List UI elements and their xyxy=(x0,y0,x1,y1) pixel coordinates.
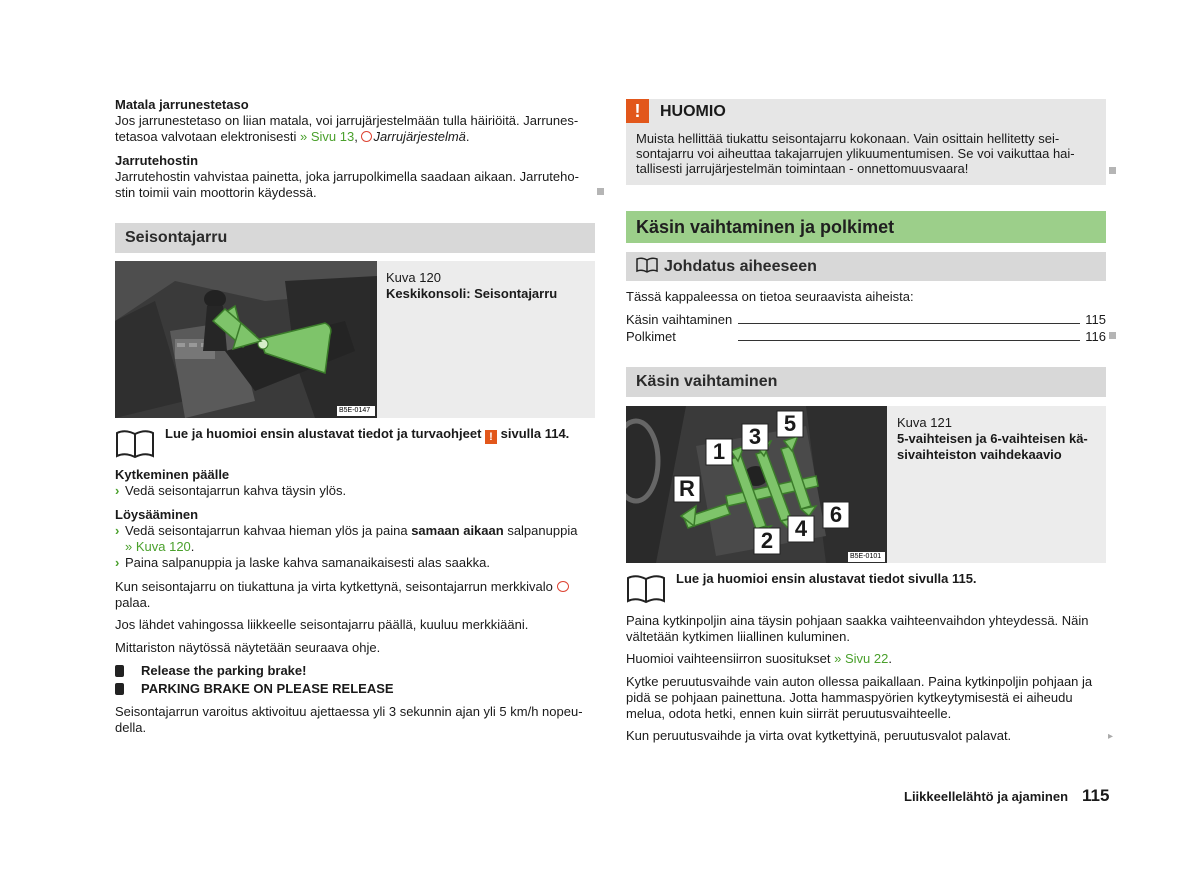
link-sivu-13[interactable]: » Sivu 13 xyxy=(300,129,355,144)
warning-line1: Muista hellittää tiukattu seisontajarru kokonaan. Vain osittain hellitetty sei- xyxy=(636,131,1060,146)
p1-line1: Paina kytkinpoljin aina täysin pohjaan saakka vaihteenvaihdon yhteydessä. Näin xyxy=(626,613,1089,628)
p4: Kun peruutusvaihde ja virta ovat kytkettyinä, peruutusvalot palavat. xyxy=(626,728,1012,743)
parking-brake-photo xyxy=(115,261,377,418)
figure-121-number: Kuva 121 xyxy=(897,415,952,430)
figure-120-box xyxy=(115,261,595,418)
figure-120-title: Keskikonsoli: Seisontajarru xyxy=(386,286,558,301)
tehostin-line2: stin toimii vain moottorin käydessä. xyxy=(115,185,317,200)
p3-line2: pidä se pohjaan painettuna. Jotta hammaspyörien kytkeytymisestä ei aiheudu xyxy=(626,690,1073,705)
footer-page-number: 115 xyxy=(1082,786,1110,805)
main-section-title: Käsin vaihtaminen ja polkimet xyxy=(626,211,1106,243)
figure-121-title-line2: sivaihteiston vaihdekaavio xyxy=(897,447,1062,462)
toc-list xyxy=(626,312,1106,346)
warning-box xyxy=(626,99,1106,185)
figure-121-code: B5E-0101 xyxy=(850,553,882,560)
gear-label-3: 3 xyxy=(748,424,762,449)
toc-row[interactable]: Polkimet 116 xyxy=(626,329,1106,344)
warning-line3: tallisesti jarrujärjestelmän toimintaan - onnettomuusvaara! xyxy=(636,161,969,176)
gear-label-5: 5 xyxy=(783,411,797,436)
section-heading-kasin-vaihtaminen: Käsin vaihtaminen xyxy=(626,367,1106,397)
p1-line2: vältetään kytkimen liiallinen kuluminen. xyxy=(626,629,851,644)
warning-line2: sontajarru voi aiheuttaa takajarrujen ylikuumentumisen. Se voi vaikuttaa hai- xyxy=(636,146,1075,161)
intro-text: Tässä kappaleessa on tietoa seuraavista aiheista: xyxy=(626,289,914,304)
tehostin-heading: Jarrutehostin xyxy=(115,153,199,168)
loysaaminen-steps xyxy=(115,523,595,571)
figure-121-title-line1: 5-vaihteisen ja 6-vaihteisen kä- xyxy=(897,431,1088,446)
p3-line1: Kytke peruutusvaihde vain auton ollessa paikallaan. Paina kytkinpoljin pohjaan ja xyxy=(626,674,1093,689)
chevron-right-icon: › xyxy=(115,523,120,538)
link-kuva-120[interactable]: » Kuva 120 xyxy=(125,539,191,554)
para4-line2: della. xyxy=(115,720,147,735)
figure-120-code: B5E-0147 xyxy=(339,407,371,414)
parking-brake-warning-icon xyxy=(557,581,569,592)
info-display-icon xyxy=(115,665,124,677)
p3-line3: melua, odota hetki, ennen kuin siirrät peruutusvaihteelle. xyxy=(626,706,952,721)
link-sivu-22[interactable]: » Sivu 22 xyxy=(834,651,889,666)
end-marker xyxy=(597,188,604,195)
para2: Jos lähdet vahingossa liikkeelle seisontajarru päällä, kuuluu merkkiääni. xyxy=(115,617,529,632)
gear-label-4: 4 xyxy=(794,516,808,541)
tehostin-line1: Jarrutehostin vahvistaa painetta, joka jarrupolkimella saadaan aikaan. Jarruteho- xyxy=(115,169,579,184)
warning-title: HUOMIO xyxy=(660,103,726,120)
intro-heading: Johdatus aiheeseen xyxy=(626,252,1106,281)
left-note: Lue ja huomioi ensin alustavat tiedot ja turvaohjeet ! sivulla 114. xyxy=(165,426,570,443)
book-icon xyxy=(115,429,155,459)
end-marker xyxy=(1109,332,1116,339)
matala-line2: tetasoa valvotaan elektronisesti » Sivu 13, Jarrujärjestelmä. xyxy=(115,129,470,144)
gear-label-2: 2 xyxy=(760,528,774,553)
list-item: › Vedä seisontajarrun kahvaa hieman ylös ja paina samaan aikaan salpanuppia xyxy=(115,523,578,538)
kytkeminen-heading: Kytkeminen päälle xyxy=(115,467,230,482)
toc-row[interactable]: Käsin vaihtaminen 115 xyxy=(626,312,1106,327)
para3: Mittariston näytössä näytetään seuraava ohje. xyxy=(115,640,381,655)
kytkeminen-steps xyxy=(115,483,595,499)
warning-icon: ! xyxy=(626,99,649,123)
matala-heading: Matala jarrunestetaso xyxy=(115,97,249,112)
warning-exclamation-icon: ! xyxy=(485,430,497,444)
loysaaminen-heading: Löysääminen xyxy=(115,507,199,522)
footer-chapter: Liikkeellelähtö ja ajaminen xyxy=(904,789,1069,804)
figure-121-box xyxy=(626,406,1106,563)
gear-label-r: R xyxy=(679,476,695,501)
book-icon xyxy=(626,574,666,604)
para1-cont: palaa. xyxy=(115,595,151,610)
brake-warning-icon xyxy=(361,131,372,142)
para1: Kun seisontajarru on tiukattuna ja virta kytkettynä, seisontajarrun merkkivalo xyxy=(115,579,569,595)
matala-line1: Jos jarrunestetaso on liian matala, voi jarrujärjestelmään tulla häiriöitä. Jarrunes- xyxy=(115,113,579,128)
chevron-right-icon: › xyxy=(115,555,120,570)
continue-triangle-icon: ▸ xyxy=(1108,731,1114,742)
segment-display-icon xyxy=(115,683,124,695)
p2: Huomioi vaihteensiirron suositukset » Sivu 22. xyxy=(626,651,892,666)
gear-label-6: 6 xyxy=(829,502,843,527)
list-item: › Paina salpanuppia ja laske kahva samanaikaisesti alas saakka. xyxy=(115,555,490,570)
figure-120-number: Kuva 120 xyxy=(386,270,441,285)
chevron-right-icon: › xyxy=(115,483,120,498)
right-note: Lue ja huomioi ensin alustavat tiedot sivulla 115. xyxy=(676,571,977,586)
para4-line1: Seisontajarrun varoitus aktivoituu ajettaessa yli 3 sekunnin ajan yli 5 km/h nopeu- xyxy=(115,704,583,719)
list-item: › Vedä seisontajarrun kahva täysin ylös. xyxy=(115,483,347,498)
book-icon xyxy=(636,257,658,273)
section-heading-seisontajarru: Seisontajarru xyxy=(115,223,595,253)
list-item-cont: » Kuva 120. xyxy=(125,539,195,554)
gear-label-1: 1 xyxy=(712,439,726,464)
end-marker xyxy=(1109,167,1116,174)
